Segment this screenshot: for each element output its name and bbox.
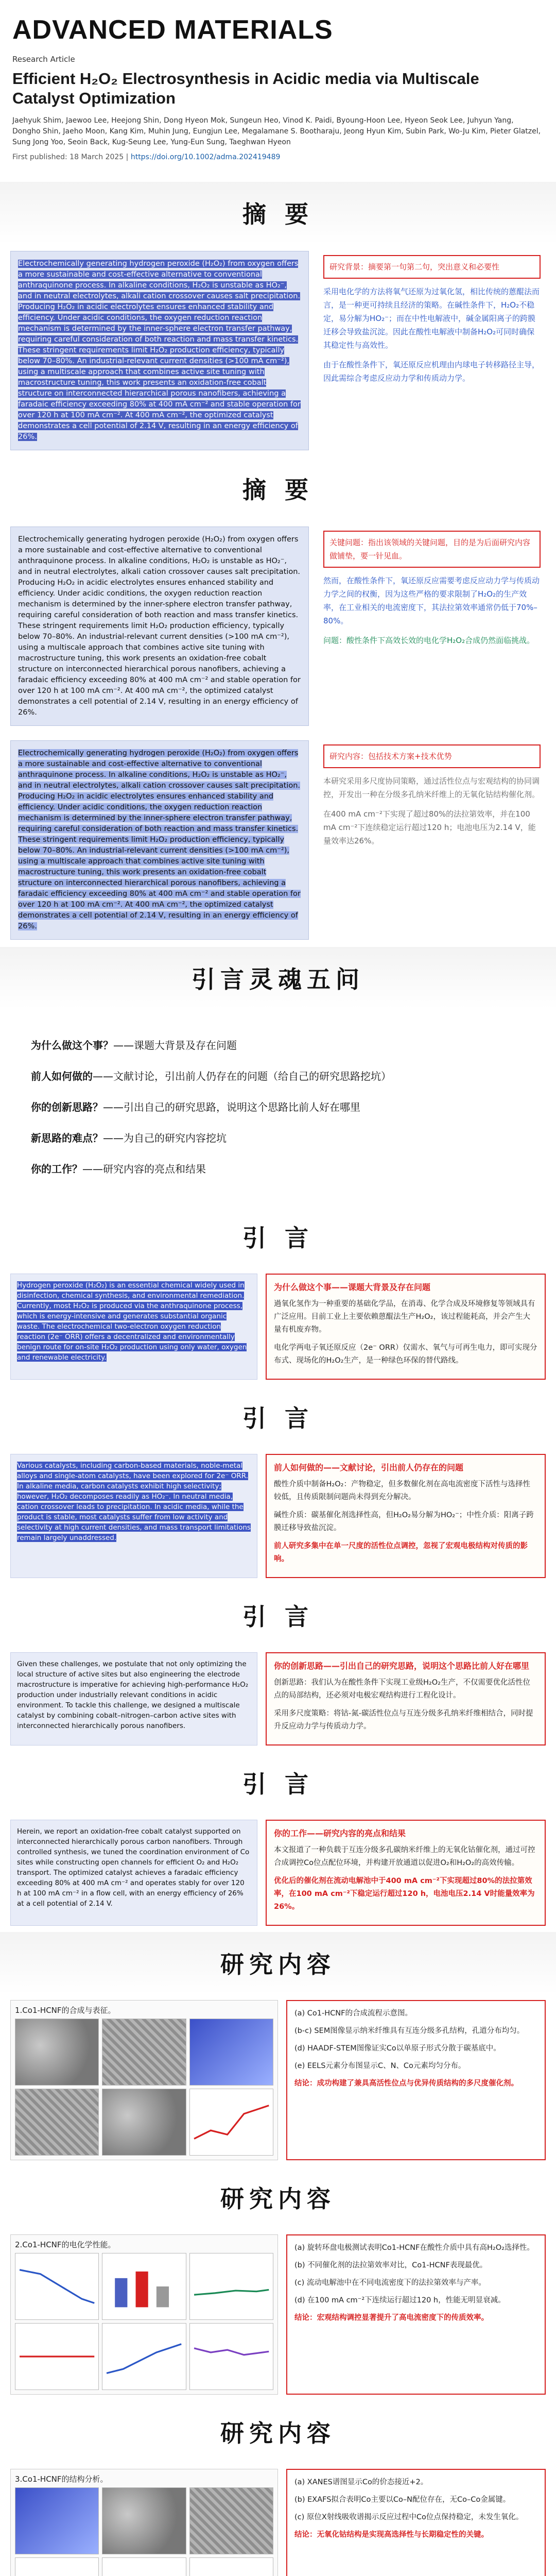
intro-card-head-4: 你的工作——研究内容的亮点和结果 <box>274 1828 406 1838</box>
intro-soul-heading-band <box>0 947 556 1009</box>
intro-card-head-1: 为什么做这个事——课题大背景及存在问题 <box>274 1282 431 1292</box>
abstract-english-1 <box>10 251 309 450</box>
research-text: (a) XANES谱图显示Co的价态接近+2。 <box>294 2478 428 2486</box>
intro-heading-2: 引 言 <box>242 1404 314 1432</box>
research-text: (b) 不同催化剂的法拉第效率对比，Co1-HCNF表现最优。 <box>294 2261 488 2269</box>
journal-header <box>0 0 556 161</box>
research-text: (c) 流动电解池中在不同电流密度下的法拉第效率与产率。 <box>294 2279 486 2287</box>
intro-heading-band-3 <box>0 1584 556 1646</box>
intro-card-head-3: 你的创新思路——引出自己的研究思路，说明这个思路比前人好在哪里 <box>274 1661 530 1671</box>
research-heading-band-1 <box>0 1932 556 1994</box>
abstract-text-2: Electrochemically generating hydrogen peroxide (H₂O₂) from oxygen offers a more sustainable and cost-effective alternative to conventional anthraquinone process. In alkaline conditions, H₂O₂ is unstable as HO₂⁻, and in neutral electrolytes, alkali cation crossover causes salt precipitation. Producing H₂O₂ in acidic electrolytes ensures enhanced stability and efficiency. Under acidic conditions, the oxygen reduction reaction mechanism is determined by the inner-sphere electron transfer pathway, requiring careful consideration of both reaction and mass transfer kinetics. These stringent requirements limit H₂O₂ production efficiency, typically below 70–80%. An industrial-relevant current densities (>100 mA cm⁻²), using a multiscale approach that combines active site tuning with macrostructure tuning, this work presents an oxidation-free cobalt structure on interconnected hierarchical porous nanofibers, achieving a faradaic efficiency exceeding 80% at 400 mA cm⁻² and stable operation for over 120 h at 100 mA cm⁻². At 400 mA cm⁻², the optimized catalyst demonstrates a cell potential of 2.14 V, resulting in an energy efficiency of 26%. <box>18 535 301 717</box>
intro-card-text: 本文报道了一种负载于互连分级多孔碳纳米纤维上的无氧化钴催化剂，通过可控合成调控Co位点配位环境，并构建开放通道以促进O₂和H₂O₂的高效传输。 <box>274 1846 535 1867</box>
research-heading-2: 研究内容 <box>220 2185 336 2213</box>
figure-panel-plot <box>189 2253 273 2320</box>
figure-panel-image <box>102 2019 186 2086</box>
intro-source-2: Various catalysts, including carbon-based materials, noble-metal alloys and single-atom catalysts, have been explored for 2e⁻ ORR. In alkaline media, carbon catalysts exhibit high selectivity; however, H₂O₂ decomposes readily as HO₂⁻. In neutral media, cation crossover leads to precipitation. In acidic media, while the product is stable, most catalysts suffer from low activity and selectivity at high current densities, and mass transport limitations remain largely unaddressed. <box>10 1454 257 1578</box>
research-block-3 <box>0 2463 556 2576</box>
figure-panel-plot <box>15 2253 99 2320</box>
research-heading-1: 研究内容 <box>220 1951 336 1978</box>
intro-card-1 <box>266 1274 546 1380</box>
question-5: 你的工作？——研究内容的亮点和结果 <box>31 1163 206 1175</box>
intro-heading-1: 引 言 <box>242 1224 314 1252</box>
question-2: 前人如何做的——文献讨论，引出前人仍存在的问题（给自己的研究思路挖坑） <box>31 1070 391 1082</box>
abstract-notes-2 <box>318 527 546 726</box>
abstract-heading: 摘 要 <box>242 200 314 228</box>
five-questions <box>0 1009 556 1206</box>
research-text: (b-c) SEM图像显示纳米纤维具有互连分级多孔结构，孔道分布均匀。 <box>294 2027 525 2035</box>
figure-caption-1: 1.Co1-HCNF的合成与表征。 <box>15 2006 116 2015</box>
intro-card-2 <box>266 1454 546 1578</box>
intro-card-text: 创新思路：我们认为在酸性条件下实现工业级H₂O₂生产，不仅需要优化活性位点的局部结构，还必须对电极宏观结构进行工程化设计。 <box>274 1679 530 1700</box>
note-results-cn: 在400 mA cm⁻²下实现了超过80%的法拉第效率，并在100 mA cm⁻²下连续稳定运行超过120 h；电池电压为2.14 V，能量效率达26%。 <box>323 809 536 845</box>
figure-panel-image <box>189 2487 273 2554</box>
research-block-1 <box>0 1994 556 2166</box>
research-heading-3: 研究内容 <box>220 2419 336 2447</box>
question-3: 你的创新思路？——引出自己的研究思路，说明这个思路比前人好在哪里 <box>31 1101 360 1113</box>
note-background: 研究背景：摘要第一句第二句，突出意义和必要性 <box>323 255 541 279</box>
figure-panel-image <box>15 2019 99 2086</box>
abstract-text-3: Electrochemically generating hydrogen peroxide (H₂O₂) from oxygen offers a more sustainable and cost-effective alternative to conventional anthraquinone process. In alkaline conditions, H₂O₂ is unstable as HO₂⁻, and in neutral electrolytes, alkali cation crossover causes salt precipitation. Producing H₂O₂ in acidic electrolytes ensures enhanced stability and efficiency. Under acidic conditions, the oxygen reduction reaction mechanism is determined by the inner-sphere electron transfer pathway, requiring careful consideration of both reaction and mass transfer kinetics. These stringent requirements limit H₂O₂ production efficiency, typically below 70–80%. An industrial-relevant current densities (>100 mA cm⁻²), using a multiscale approach that combines active site tuning with macrostructure tuning, this work presents an oxidation-free cobalt structure on interconnected hierarchical porous nanofibers, achieving a faradaic efficiency exceeding 80% at 400 mA cm⁻² and stable operation for over 120 h at 100 mA cm⁻². At 400 mA cm⁻², the optimized catalyst demonstrates a cell potential of 2.14 V, resulting in an energy efficiency of 26%. <box>18 749 301 930</box>
intro-source-3: Given these challenges, we postulate that not only optimizing the local structure of active sites but also engineering the electrode macrostructure is imperative for achieving high-performance H₂O₂ production under industrially relevant conditions in acidic environment. To tackle this challenge, we designed a multiscale catalyst by combining cobalt–nitrogen–carbon active sites with interconnected hierarchically porous nanofibers. <box>10 1652 257 1745</box>
abstract-block-1 <box>0 244 556 457</box>
research-text: (d) 在100 mA cm⁻²下连续运行超过120 h，性能无明显衰减。 <box>294 2296 506 2304</box>
research-text: (a) Co1-HCNF的合成流程示意图。 <box>294 2009 412 2018</box>
abstract-notes-1 <box>318 251 546 450</box>
intro-card-head-2: 前人如何做的——文献讨论，引出前人仍存在的问题 <box>274 1463 464 1472</box>
intro-heading-4: 引 言 <box>242 1770 314 1798</box>
abstract-block-2 <box>0 519 556 733</box>
research-text: (c) 原位X射线吸收谱揭示反应过程中Co位点保持稳定，未发生氧化。 <box>294 2513 524 2521</box>
figure-3 <box>10 2469 278 2576</box>
research-card-1 <box>286 2000 546 2160</box>
abstract-block-3 <box>0 733 556 947</box>
figure-panel-image <box>15 2487 99 2554</box>
research-text: 结论：无氧化钴结构是实现高选择性与长期稳定性的关键。 <box>294 2531 489 2539</box>
figure-panel-image <box>189 2019 273 2086</box>
figure-panel-plot <box>102 2557 186 2576</box>
intro-card-text: 酸性介质中制备H₂O₂：产物稳定，但多数催化剂在高电流密度下活性与选择性较低，且传质限制问题尚未得到充分解决。 <box>274 1480 530 1501</box>
question-4: 新思路的难点？——为自己的研究内容挖坑 <box>31 1132 227 1144</box>
figure-2 <box>10 2234 278 2395</box>
figure-panel-plot <box>189 2557 273 2576</box>
note-key-problem-cn: 然而，在酸性条件下，氧还原反应需要考虑反应动力学与传质动力学之间的权衡，因为这些严格的要求限制了H₂O₂的生产效率，在工业相关的电流密度下，其法拉第效率通常仍低于70%–80%。 <box>323 576 540 625</box>
intro-card-3 <box>266 1652 546 1745</box>
intro-block-4 <box>0 1814 556 1932</box>
intro-source-4: Herein, we report an oxidation-free cobalt catalyst supported on interconnected hierarchically porous carbon nanofibers. Through controlled synthesis, we tuned the coordination environment of Co sites while constructing open channels for efficient O₂ and H₂O₂ transport. The optimized catalyst achieves a faradaic efficiency exceeding 80% at 400 mA cm⁻² and operates stably for over 120 h at 100 mA cm⁻² in a flow cell, with an energy efficiency of 26% at a cell potential of 2.14 V. <box>10 1820 257 1926</box>
research-text: (b) EXAFS拟合表明Co主要以Co–N配位存在，无Co–Co金属键。 <box>294 2496 511 2504</box>
doi-link[interactable]: https://doi.org/10.1002/adma.202419489 <box>130 153 281 161</box>
intro-card-text: 优化后的催化剂在流动电解池中于400 mA cm⁻²下实现超过80%的法拉第效率，在100 mA cm⁻²下稳定运行超过120 h，电池电压2.14 V时能量效率为26%。 <box>274 1877 535 1911</box>
research-text: (e) EELS元素分布图显示C、N、Co元素均匀分布。 <box>294 2062 466 2070</box>
note-background-cn: 采用电化学的方法将氧气还原为过氧化氢，相比传统的蒽醌法而言，是一种更可持续且经济的策略。在碱性条件下，H₂O₂不稳定，易分解为HO₂⁻；而在中性电解液中，碱金属阳离子的跨膜迁移会导致盐沉淀。因此在酸性电解液中制备H₂O₂可同时确保其稳定性与高效性。 <box>323 287 540 350</box>
figure-caption-3: 3.Co1-HCNF的结构分析。 <box>15 2475 108 2484</box>
research-card-2 <box>286 2234 546 2395</box>
research-heading-band-3 <box>0 2401 556 2463</box>
figure-panel-plot <box>15 2557 99 2576</box>
abstract-heading-band <box>0 182 556 244</box>
research-text: (d) HAADF-STEM图像证实Co以单原子形式分散于碳基底中。 <box>294 2044 501 2053</box>
publication-line <box>12 153 544 161</box>
figure-panel-plot <box>189 2089 273 2156</box>
intro-heading-3: 引 言 <box>242 1603 314 1631</box>
intro-heading-band-4 <box>0 1752 556 1814</box>
intro-block-3 <box>0 1646 556 1752</box>
author-list: Jaehyuk Shim, Jaewoo Lee, Heejong Shin, Dong Hyeon Mok, Sungeun Heo, Vinod K. Paidi, Byoung-Hoon Lee, Hyeon Seok Lee, Juhyun Yang, Dongho Shin, Jaeho Moon, Kang Kim, Muhin Jung, Eungjun Lee, Megalamane S. Bootharaju, Jeong Hyun Kim, Subin Park, Wo-Ju Kim, Pieter Glatzel, Sung Jong Yoo, Seoin Back, Kug-Seung Lee, Yung-Eun Sung, Taeghwan Hyeon <box>12 116 541 146</box>
abstract-notes-3 <box>318 740 546 940</box>
figure-panel-plot <box>102 2323 186 2390</box>
research-text: (a) 旋转环盘电极测试表明Co1-HCNF在酸性介质中具有高H₂O₂选择性。 <box>294 2244 534 2252</box>
intro-card-4 <box>266 1820 546 1926</box>
article-title: Efficient H₂O₂ Electrosynthesis in Acidic media via Multiscale Catalyst Optimization <box>12 70 479 107</box>
figure-panel-plot <box>189 2323 273 2390</box>
intro-heading-band-2 <box>0 1386 556 1448</box>
abstract-heading-2: 摘 要 <box>242 476 314 504</box>
journal-brand: ADVANCED MATERIALS <box>12 15 333 45</box>
intro-soul-heading: 引言灵魂五问 <box>192 965 364 993</box>
intro-block-1 <box>0 1267 556 1386</box>
research-text: 结论：宏观结构调控显著提升了高电流密度下的传质效率。 <box>294 2314 489 2322</box>
note-research-content: 研究内容：包括技术方案+技术优势 <box>323 744 541 768</box>
research-block-2 <box>0 2228 556 2401</box>
intro-card-text: 前人研究多集中在单一尺度的活性位点调控，忽视了宏观电极结构对传质的影响。 <box>274 1542 528 1563</box>
intro-block-2 <box>0 1448 556 1584</box>
first-published: First published: 18 March 2025 | <box>12 153 129 161</box>
note-key-problem: 关键问题：指出该领域的关键问题，目的是为后面研究内容做铺垫，要一针见血。 <box>323 531 541 568</box>
intro-card-text: 电化学两电子氧还原反应（2e⁻ ORR）仅需水、氧气与可再生电力，即可实现分布式、现场化的H₂O₂生产，是一种绿色环保的替代路线。 <box>274 1344 537 1365</box>
abstract-english-3 <box>10 740 309 940</box>
question-1: 为什么做这个事？——课题大背景及存在问题 <box>31 1039 237 1052</box>
note-problem-summary: 问题：酸性条件下高效长效的电化学H₂O₂合成仍然面临挑战。 <box>323 636 535 645</box>
figure-panel-image <box>102 2487 186 2554</box>
intro-card-text: 碱性介质：碳基催化剂选择性高，但H₂O₂易分解为HO₂⁻；中性介质：阳离子跨膜迁移导致盐沉淀。 <box>274 1511 534 1532</box>
research-heading-band-2 <box>0 2166 556 2228</box>
intro-card-text: 過氧化氢作为一种重要的基础化学品，在消毒、化学合成及环境修复等领域具有广泛应用。目前工业上主要依赖蒽醌法生产H₂O₂，该过程能耗高，并会产生大量有机废弃物。 <box>274 1300 535 1334</box>
intro-heading-band-1 <box>0 1206 556 1267</box>
research-text: 结论：成功构建了兼具高活性位点与优异传质结构的多尺度催化剂。 <box>294 2079 518 2088</box>
abstract-english-2 <box>10 527 309 726</box>
article-type: Research Article <box>12 55 75 64</box>
figure-panel-plot <box>102 2253 186 2320</box>
figure-panel-plot <box>15 2323 99 2390</box>
intro-source-1: Hydrogen peroxide (H₂O₂) is an essential chemical widely used in disinfection, chemical synthesis, and environmental remediation. Currently, most H₂O₂ is produced via the anthraquinone process, which is energy-intensive and generates substantial organic waste. The electrochemical two-electron oxygen reduction reaction (2e⁻ ORR) offers a decentralized and environmentally benign route for on-site H₂O₂ production using only water, oxygen and renewable electricity. <box>10 1274 257 1380</box>
figure-caption-2: 2.Co1-HCNF的电化学性能。 <box>15 2240 116 2249</box>
intro-card-text: 采用多尺度策略：将钴-氮-碳活性位点与互连分级多孔纳米纤维相结合，同时提升反应动力学与传质动力学。 <box>274 1709 533 1731</box>
research-card-3 <box>286 2469 546 2576</box>
figure-panel-image <box>15 2089 99 2156</box>
note-strategy-cn: 本研究采用多尺度协同策略，通过活性位点与宏观结构的协同调控，开发出一种在分级多孔纳米纤维上的无氧化钴结构催化剂。 <box>323 776 540 799</box>
note-mechanism-cn: 由于在酸性条件下，氧还原反应机理由内球电子转移路径主导，因此需综合考虑反应动力学和传质动力学。 <box>323 360 540 383</box>
figure-panel-image <box>102 2089 186 2156</box>
abstract-heading-band-2 <box>0 457 556 519</box>
abstract-text-1: Electrochemically generating hydrogen peroxide (H₂O₂) from oxygen offers a more sustainable and cost-effective alternative to conventional anthraquinone process. In alkaline conditions, H₂O₂ is unstable as HO₂⁻, and in neutral electrolytes, alkali cation crossover causes salt precipitation. Producing H₂O₂ in acidic electrolytes ensures enhanced stability and efficiency. Under acidic conditions, the oxygen reduction reaction mechanism is determined by the inner-sphere electron transfer pathway, requiring careful consideration of both reaction and mass transfer kinetics. These stringent requirements limit H₂O₂ production efficiency, typically below 70–80%. An industrial-relevant current densities (>100 mA cm⁻²), using a multiscale approach that combines active site tuning with macrostructure tuning, this work presents an oxidation-free cobalt structure on interconnected hierarchical porous nanofibers, achieving a faradaic efficiency exceeding 80% at 400 mA cm⁻² and stable operation for over 120 h at 100 mA cm⁻². At 400 mA cm⁻², the optimized catalyst demonstrates a cell potential of 2.14 V, resulting in an energy efficiency of 26%. <box>18 260 301 441</box>
figure-1 <box>10 2000 278 2160</box>
